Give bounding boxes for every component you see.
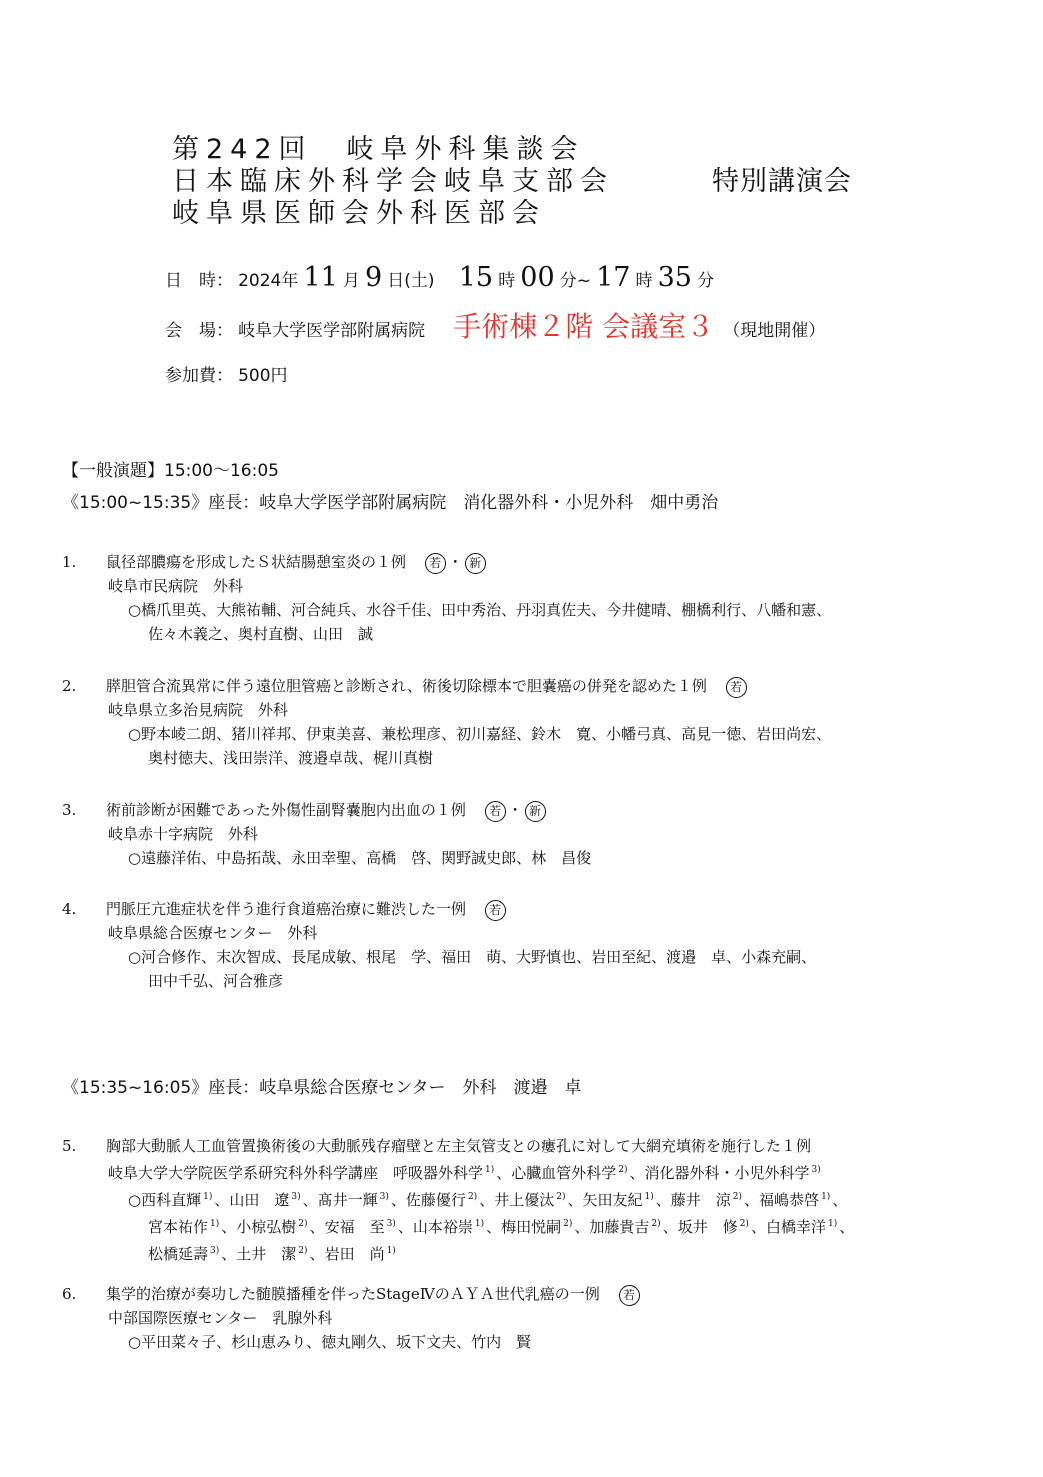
item-authors-line-1: ○橋爪里英、大熊祐輔、河合純兵、水谷千佳、田中秀治、丹羽真佐夫、今井健晴、棚橋利行、八幡和憲、 — [128, 601, 832, 619]
author-name: 白橋幸洋 — [765, 1218, 826, 1236]
item-number: 1. — [62, 553, 77, 571]
item-title: 集学的治療が奏功した髄膜播種を伴ったStageⅣのＡＹＡ世代乳癌の一例 — [106, 1285, 600, 1303]
author-name: 梅田悦嗣 — [501, 1218, 562, 1236]
venue-row — [165, 308, 825, 350]
author-name: 福嶋恭啓 — [759, 1191, 820, 1209]
item-number: 4. — [62, 900, 77, 918]
affiliation-marker: 1) — [485, 1165, 495, 1175]
item-authors-line-1: ○河合修作、末次智成、長尾成敏、根尾 学、福田 萌、大野慎也、岩田至紀、渡邉 卓、小森充嗣、 — [128, 948, 817, 966]
month-unit: 月 — [342, 271, 360, 291]
item-authors-line-2: 田中千弘、河合雅彦 — [148, 972, 284, 990]
affiliation-marker: 2) — [732, 1192, 743, 1202]
item-number: 3. — [62, 801, 77, 819]
item-authors-line-2: 奥村徳夫、浅田崇洋、渡邉卓哉、梶川真樹 — [148, 749, 434, 767]
item-affiliation: 岐阜県総合医療センター 外科 — [108, 924, 318, 942]
year: 2024年 — [238, 271, 299, 291]
presentation-item-6 — [62, 1282, 642, 1354]
min-unit: 分 — [697, 271, 715, 291]
item-title-row: 1. 鼠径部膿瘍を形成したＳ状結腸憩室炎の１例 若 ・ 新 — [62, 550, 831, 574]
author-name: 矢田友紀 — [582, 1191, 643, 1209]
item-title-row — [62, 1282, 642, 1306]
hour-unit-2: 時 — [635, 271, 653, 291]
author-name: 岩田 尚 — [324, 1245, 385, 1263]
affiliation-marker: 1) — [210, 1219, 220, 1229]
affiliation-marker: 1) — [474, 1219, 485, 1229]
affiliation-marker: 3) — [811, 1165, 821, 1175]
item-number: 5. — [62, 1137, 77, 1155]
presentation-item-2 — [62, 674, 831, 770]
venue-name: 岐阜大学医学部附属病院 — [238, 321, 426, 341]
author-name: 井上優汰 — [494, 1191, 555, 1209]
affiliation-marker: 2) — [563, 1219, 573, 1229]
item-authors-line-1: ○遠藤洋佑、中島拓哉、永田幸聖、高橋 啓、関野誠史郎、林 昌俊 — [128, 849, 592, 867]
presentation-item-5 — [62, 1134, 854, 1266]
item-title-row: 3. 術前診断が困難であった外傷性副腎嚢胞内出血の１例 若 ・ 新 — [62, 798, 591, 822]
item-number: 6. — [62, 1285, 77, 1303]
item-title: 鼠径部膿瘍を形成したＳ状結腸憩室炎の１例 — [106, 553, 407, 571]
day: 9 — [365, 262, 383, 293]
session-1-header: 《15:00~15:35》座長：岐阜大学医学部附属病院 消化器外科・小児外科 畑中勇治 — [62, 493, 719, 513]
author-name: 土井 潔 — [236, 1245, 297, 1263]
presentation-item-3 — [62, 798, 591, 870]
item-affiliation: 岐阜赤十字病院 外科 — [108, 825, 259, 843]
day-unit: 日(土) — [387, 271, 435, 291]
affiliation-marker: 2) — [556, 1192, 566, 1202]
datetime-row — [165, 260, 714, 299]
item-authors-line-1: ○西科直輝 $^{1)}$ 、山田 遼 $^{3)}$ 、髙井一輝 $^{3)}$ 、佐藤優行 $^{2)}$ 、井上優汰 $^{2)}$ 、矢田友紀 $^{1)}$ 、藤井 涼 $^{2)}$ 、福嶋恭啓 $^{1)}$ 、 — [128, 1191, 848, 1209]
young-badge-icon: 若 — [485, 801, 506, 822]
author-name: ○西科直輝 — [128, 1191, 202, 1209]
start-min: 00 — [520, 262, 555, 293]
item-authors-line-1: ○野本崚二朗、猪川祥邦、伊東美喜、兼松理彦、初川嘉経、鈴木 寛、小幡弓真、高見一徳、岩田尚宏、 — [128, 725, 832, 743]
item-number: 2. — [62, 677, 77, 695]
item-affiliation: 岐阜県立多治見病院 外科 — [108, 701, 289, 719]
author-name: 髙井一輝 — [317, 1191, 378, 1209]
affiliation-part: 、消化器外科・小児外科学 — [629, 1164, 810, 1182]
affiliation-marker: 2) — [651, 1219, 661, 1229]
venue-label: 会 場： — [165, 321, 233, 341]
young-badge-icon: 若 — [619, 1285, 640, 1306]
month: 11 — [303, 262, 338, 293]
affiliation-part: 岐阜大学大学院医学系研究科外科学講座 呼吸器外科学 — [108, 1164, 484, 1182]
affiliation-marker: 1) — [827, 1219, 838, 1229]
affiliation-marker: 1) — [821, 1192, 831, 1202]
author-name: 小椋弘樹 — [236, 1218, 297, 1236]
session-2-header: 《15:35~16:05》座長：岐阜県総合医療センター 外科 渡邉 卓 — [62, 1078, 582, 1098]
young-badge-icon: 若 — [726, 677, 747, 698]
affiliation-marker: 2) — [618, 1165, 628, 1175]
author-name: 松橋延壽 — [148, 1245, 209, 1263]
author-name: 安福 至 — [324, 1218, 385, 1236]
fee-value: 500円 — [238, 366, 288, 386]
venue-note: （現地開催） — [723, 321, 826, 341]
title-line-2: 日本臨床外科学会岐阜支部会 — [172, 166, 614, 197]
affiliation-marker: 2) — [467, 1192, 478, 1202]
affiliation-marker: 1) — [644, 1192, 654, 1202]
affiliation-marker: 3) — [291, 1192, 301, 1202]
item-title-row — [62, 674, 831, 698]
author-name: 藤井 涼 — [670, 1191, 731, 1209]
author-name: 加藤貴吉 — [589, 1218, 650, 1236]
item-authors-line-3: 松橋延壽 $^{3)}$ 、土井 潔 $^{2)}$ 、岩田 尚 $^{1)}$ — [148, 1245, 396, 1263]
end-hour: 17 — [596, 262, 631, 293]
author-name: 山田 遼 — [229, 1191, 290, 1209]
start-hour: 15 — [458, 262, 494, 293]
fee-label: 参加費： — [165, 366, 233, 386]
item-affiliation: 岐阜市民病院 外科 — [108, 577, 244, 595]
datetime-label: 日 時： — [165, 271, 233, 291]
presentation-item-4 — [62, 897, 816, 993]
fee-row — [165, 362, 288, 390]
title-line-1: 第242回 岐阜外科集談会 — [172, 134, 585, 165]
item-title: 術前診断が困難であった外傷性副腎嚢胞内出血の１例 — [106, 801, 466, 819]
item-title: 膵胆管合流異常に伴う遠位胆管癌と診断され、術後切除標本で胆嚢癌の併発を認めた１例 — [106, 677, 707, 695]
item-authors-line-2: 佐々木義之、奥村直樹、山田 誠 — [148, 625, 374, 643]
affiliation-marker: 3) — [379, 1192, 389, 1202]
presentation-item-1 — [62, 550, 831, 646]
item-title: 胸部大動脈人工血管置換術後の大動脈残存瘤壁と左主気管支との瘻孔に対して大網充填術を施行した１例 — [106, 1137, 812, 1155]
end-min: 35 — [657, 262, 692, 293]
venue-room: 手術棟２階 会議室３ — [453, 310, 715, 343]
author-name: 宮本祐作 — [148, 1218, 209, 1236]
author-name: 佐藤優行 — [405, 1191, 466, 1209]
item-affiliation — [62, 1158, 854, 1185]
young-badge-icon: 若 — [425, 553, 446, 574]
item-title-row — [62, 1134, 854, 1158]
affiliation-part: 、心臓血管外科学 — [496, 1164, 617, 1182]
young-badge-icon: 若 — [485, 900, 506, 921]
affiliation-marker: 3) — [386, 1219, 396, 1229]
affiliation-marker: 3) — [210, 1246, 220, 1256]
affiliation-marker: 2) — [298, 1246, 308, 1256]
author-name: 山本裕崇 — [412, 1218, 473, 1236]
affiliation-marker: 2) — [739, 1219, 749, 1229]
affiliation-marker: 1) — [203, 1192, 213, 1202]
title-line-3: 岐阜県医師会外科医部会 — [172, 198, 546, 229]
new-badge-icon: 新 — [525, 801, 546, 822]
hour-unit-1: 時 — [498, 271, 516, 291]
general-heading: 【一般演題】15:00〜16:05 — [62, 461, 279, 481]
min-tilde: 分~ — [559, 271, 591, 291]
item-authors-line-2: 宮本祐作 $^{1)}$ 、小椋弘樹 $^{2)}$ 、安福 至 $^{3)}$ 、山本裕崇 $^{1)}$ 、梅田悦嗣 $^{2)}$ 、加藤貴吉 $^{2)}$ 、坂井 修 $^{2)}$ 、白橋幸洋 $^{1)}$ 、 — [148, 1218, 855, 1236]
item-affiliation: 中部国際医療センター 乳腺外科 — [108, 1309, 333, 1327]
item-authors-line-1: ○平田菜々子、杉山恵みり、徳丸剛久、坂下文夫、竹内 賢 — [128, 1333, 532, 1351]
affiliation-marker: 2) — [298, 1219, 308, 1229]
author-name: 坂井 修 — [677, 1218, 738, 1236]
special-lecture-label: 特別講演会 — [712, 166, 852, 197]
item-title-row — [62, 897, 816, 921]
item-title: 門脈圧亢進症状を伴う進行食道癌治療に難渋した一例 — [106, 900, 467, 918]
new-badge-icon: 新 — [465, 553, 486, 574]
affiliation-marker: 1) — [386, 1246, 396, 1256]
